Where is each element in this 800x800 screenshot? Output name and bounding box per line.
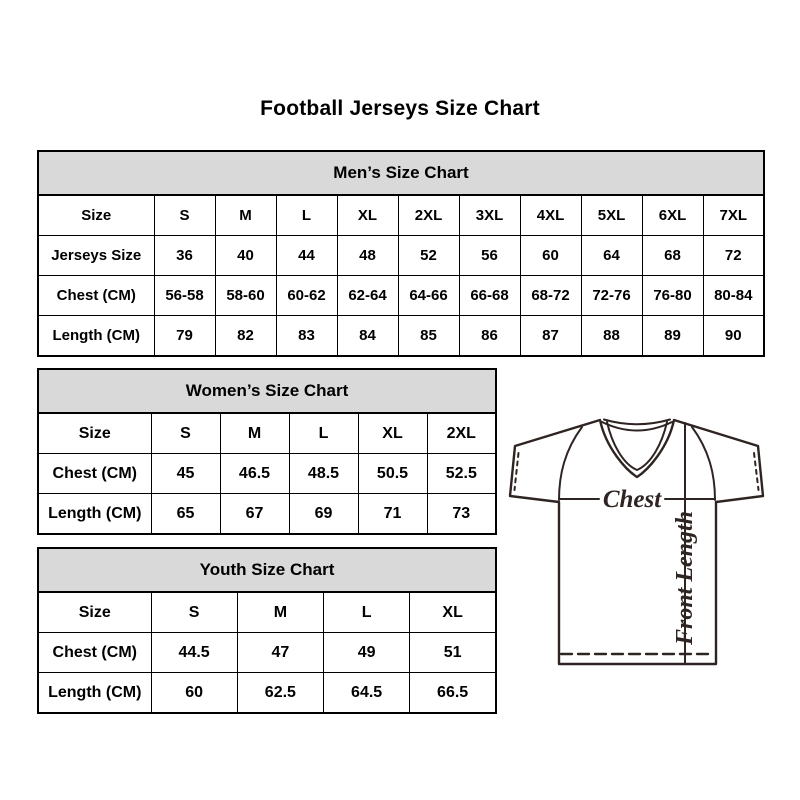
size-value-cell: 82	[215, 316, 276, 357]
size-value-cell: 72	[703, 236, 764, 276]
row-label: Chest (CM)	[38, 454, 151, 494]
size-value-cell: 58-60	[215, 276, 276, 316]
table-row	[38, 633, 496, 673]
size-value-cell: 2XL	[427, 413, 496, 454]
size-value-cell: M	[220, 413, 289, 454]
size-value-cell: 44.5	[151, 633, 237, 673]
size-value-cell: 60	[520, 236, 581, 276]
table-row	[38, 195, 764, 236]
size-value-cell: 73	[427, 494, 496, 535]
size-value-cell: XL	[410, 592, 496, 633]
size-value-cell: 66.5	[410, 673, 496, 714]
size-value-cell: 47	[237, 633, 323, 673]
size-value-cell: 56	[459, 236, 520, 276]
table-row	[38, 592, 496, 633]
size-value-cell: 68-72	[520, 276, 581, 316]
page-title: Football Jerseys Size Chart	[260, 97, 540, 120]
size-value-cell: 66-68	[459, 276, 520, 316]
size-value-cell: 56-58	[154, 276, 215, 316]
jersey-measurement-diagram	[502, 406, 772, 671]
men-size-table	[37, 150, 765, 357]
size-value-cell: 40	[215, 236, 276, 276]
size-value-cell: S	[151, 413, 220, 454]
size-value-cell: L	[324, 592, 410, 633]
size-value-cell: 60-62	[276, 276, 337, 316]
chest-label: Chest	[602, 486, 662, 513]
size-value-cell: 5XL	[581, 195, 642, 236]
size-value-cell: L	[289, 413, 358, 454]
size-value-cell: 64.5	[324, 673, 410, 714]
table-row	[38, 494, 496, 535]
size-value-cell: 3XL	[459, 195, 520, 236]
size-value-cell: 48	[337, 236, 398, 276]
row-label: Chest (CM)	[38, 276, 154, 316]
size-value-cell: 60	[151, 673, 237, 714]
row-label: Jerseys Size	[38, 236, 154, 276]
size-value-cell: 86	[459, 316, 520, 357]
size-value-cell: 7XL	[703, 195, 764, 236]
size-value-cell: 64	[581, 236, 642, 276]
row-label: Length (CM)	[38, 494, 151, 535]
size-value-cell: S	[151, 592, 237, 633]
size-value-cell: 45	[151, 454, 220, 494]
size-value-cell: S	[154, 195, 215, 236]
collar-band-arc-2	[604, 420, 670, 425]
size-value-cell: 72-76	[581, 276, 642, 316]
size-value-cell: 84	[337, 316, 398, 357]
size-value-cell: L	[276, 195, 337, 236]
size-value-cell: 4XL	[520, 195, 581, 236]
womens-size-chart-table	[37, 368, 497, 535]
youth-size-chart-table	[37, 547, 497, 714]
size-value-cell: 69	[289, 494, 358, 535]
row-label: Size	[38, 413, 151, 454]
size-value-cell: 71	[358, 494, 427, 535]
size-value-cell: 65	[151, 494, 220, 535]
size-value-cell: 2XL	[398, 195, 459, 236]
size-value-cell: 50.5	[358, 454, 427, 494]
row-label: Size	[38, 592, 151, 633]
size-value-cell: 52	[398, 236, 459, 276]
table-row	[38, 673, 496, 714]
table-row	[38, 276, 764, 316]
size-value-cell: 49	[324, 633, 410, 673]
row-label: Length (CM)	[38, 316, 154, 357]
size-value-cell: 85	[398, 316, 459, 357]
row-label: Chest (CM)	[38, 633, 151, 673]
youth-table-title: Youth Size Chart	[38, 548, 496, 592]
youth-size-table	[37, 547, 497, 714]
size-value-cell: 88	[581, 316, 642, 357]
size-value-cell: 36	[154, 236, 215, 276]
size-value-cell: 44	[276, 236, 337, 276]
front-length-label: Front Length	[672, 510, 698, 646]
size-value-cell: 62.5	[237, 673, 323, 714]
size-value-cell: 6XL	[642, 195, 703, 236]
size-value-cell: 89	[642, 316, 703, 357]
size-value-cell: 76-80	[642, 276, 703, 316]
row-label: Size	[38, 195, 154, 236]
table-row	[38, 413, 496, 454]
size-value-cell: 67	[220, 494, 289, 535]
table-row	[38, 454, 496, 494]
size-value-cell: M	[237, 592, 323, 633]
women-size-table	[37, 368, 497, 535]
jersey-outline	[510, 420, 763, 664]
men-table-title: Men’s Size Chart	[38, 151, 764, 195]
size-value-cell: 90	[703, 316, 764, 357]
size-value-cell: 80-84	[703, 276, 764, 316]
size-value-cell: 68	[642, 236, 703, 276]
size-value-cell: 46.5	[220, 454, 289, 494]
size-value-cell: 48.5	[289, 454, 358, 494]
size-value-cell: 52.5	[427, 454, 496, 494]
size-value-cell: 64-66	[398, 276, 459, 316]
size-value-cell: 62-64	[337, 276, 398, 316]
size-value-cell: 51	[410, 633, 496, 673]
size-value-cell: M	[215, 195, 276, 236]
mens-size-chart-table	[37, 150, 765, 357]
size-value-cell: XL	[337, 195, 398, 236]
size-value-cell: XL	[358, 413, 427, 454]
size-value-cell: 83	[276, 316, 337, 357]
table-row	[38, 316, 764, 357]
women-table-title: Women’s Size Chart	[38, 369, 496, 413]
table-row	[38, 236, 764, 276]
row-label: Length (CM)	[38, 673, 151, 714]
size-value-cell: 87	[520, 316, 581, 357]
size-value-cell: 79	[154, 316, 215, 357]
